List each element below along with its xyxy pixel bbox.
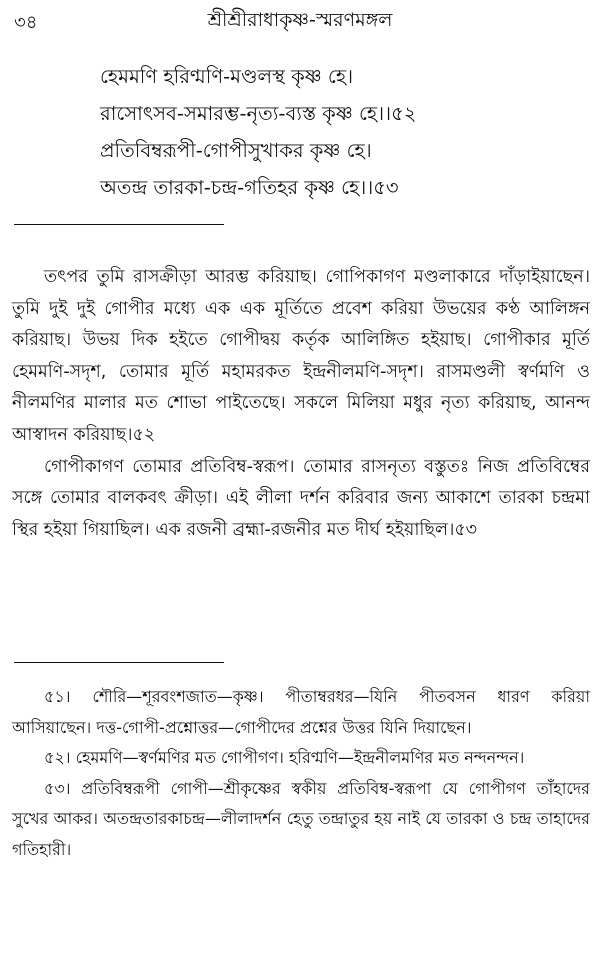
verse-block	[100, 58, 580, 206]
running-title: শ্রীশ্রীরাধাকৃষ্ণ-স্মরণমঙ্গল	[207, 9, 393, 31]
verse-line: হেমমণি হরিণ্মণি-মণ্ডলস্থ কৃষ্ণ হে।	[100, 65, 354, 88]
footnote-text: প্রতিবিম্বরূপী গোপী—শ্রীকৃষ্ণের স্বকীয় প্রতিবিম্ব-স্বরূপা যে গোপীগণ তাঁহাদের সুখের আকর। অতন্দ্রতারকাচন্দ্র—লীলাদর্শন হেতু তন্দ্রাতুর হয় নাই যে তারকা ও চন্দ্র তাহাদের গতিহারী।	[12, 778, 590, 859]
verse-line: প্রতিবিম্বরূপী-গোপীসুখাকর কৃষ্ণ হে।	[100, 139, 372, 162]
footnote-text: হেমমণি—স্বর্ণমণির মত গোপীগণ। হরিণ্মণি—ইন্দ্রনীলমণির মত নন্দনন্দন।	[75, 748, 525, 767]
verse-line: রাসোৎসব-সমারম্ভ-নৃত্য-ব্যস্ত কৃষ্ণ হে।।৫২	[100, 102, 417, 125]
commentary-paragraph: তৎপর তুমি রাসক্রীড়া আরম্ভ করিয়াছ। গোপিকাগণ মণ্ডলাকারে দাঁড়াইয়াছেন। তুমি দুই দুই গোপীর মধ্যে এক এক মূর্তিতে প্রবেশ করিয়া উভয়ের কণ্ঠ আলিঙ্গন করিয়াছ। উভয় দিক হইতে গোপীদ্বয় কর্তৃক আলিঙ্গিত হইয়াছ। গোপীকার মূর্তি হেমমণি-সদৃশ, তোমার মূর্তি মহামরকত ইন্দ্রনীলমণি-সদৃশ। রাসমণ্ডলী স্বর্ণমণি ও নীলমণির মালার মত শোভা পাইতেছে। সকলে মিলিয়া মধুর নৃত্য করিয়াছ, আনন্দ আস্বাদন করিয়াছ।৫২	[12, 267, 590, 445]
footnote-divider	[14, 662, 224, 663]
footnote-text: শৌরি—শূরবংশজাত—কৃষ্ণ। পীতাম্বরধর—যিনি পীতবসন ধারণ করিয়া আসিয়াছেন। দত্ত-গোপী-প্রশ্নোত্তর—গোপীদের প্রশ্নের উত্তর যিনি দিয়াছেন।	[12, 687, 591, 737]
verse-line: অতন্দ্র তারকা-চন্দ্র-গতিহর কৃষ্ণ হে।।৫৩	[100, 176, 399, 199]
footnote	[12, 774, 590, 866]
footnotes	[12, 682, 590, 865]
page-number: ৩৪	[14, 12, 38, 33]
section-divider	[14, 224, 224, 225]
footnote	[12, 743, 590, 774]
footnote-number: ৫১।	[44, 687, 71, 706]
footnote	[12, 682, 590, 743]
footnote-number: ৫৩।	[44, 778, 71, 798]
commentary	[12, 262, 590, 546]
footnote-number: ৫২।	[44, 748, 71, 767]
commentary-paragraph: গোপীকাগণ তোমার প্রতিবিম্ব-স্বরূপ। তোমার রাসনৃত্য বস্তুতঃ নিজ প্রতিবিম্বের সঙ্গে তোমার বালকবৎ ক্রীড়া। এই লীলা দর্শন করিবার জন্য আকাশে তারকা চন্দ্রমা স্থির হইয়া গিয়াছিল। এক রজনী ব্রহ্মা-রজনীর মত দীর্ঘ হইয়াছিল।৫৩	[12, 456, 590, 540]
